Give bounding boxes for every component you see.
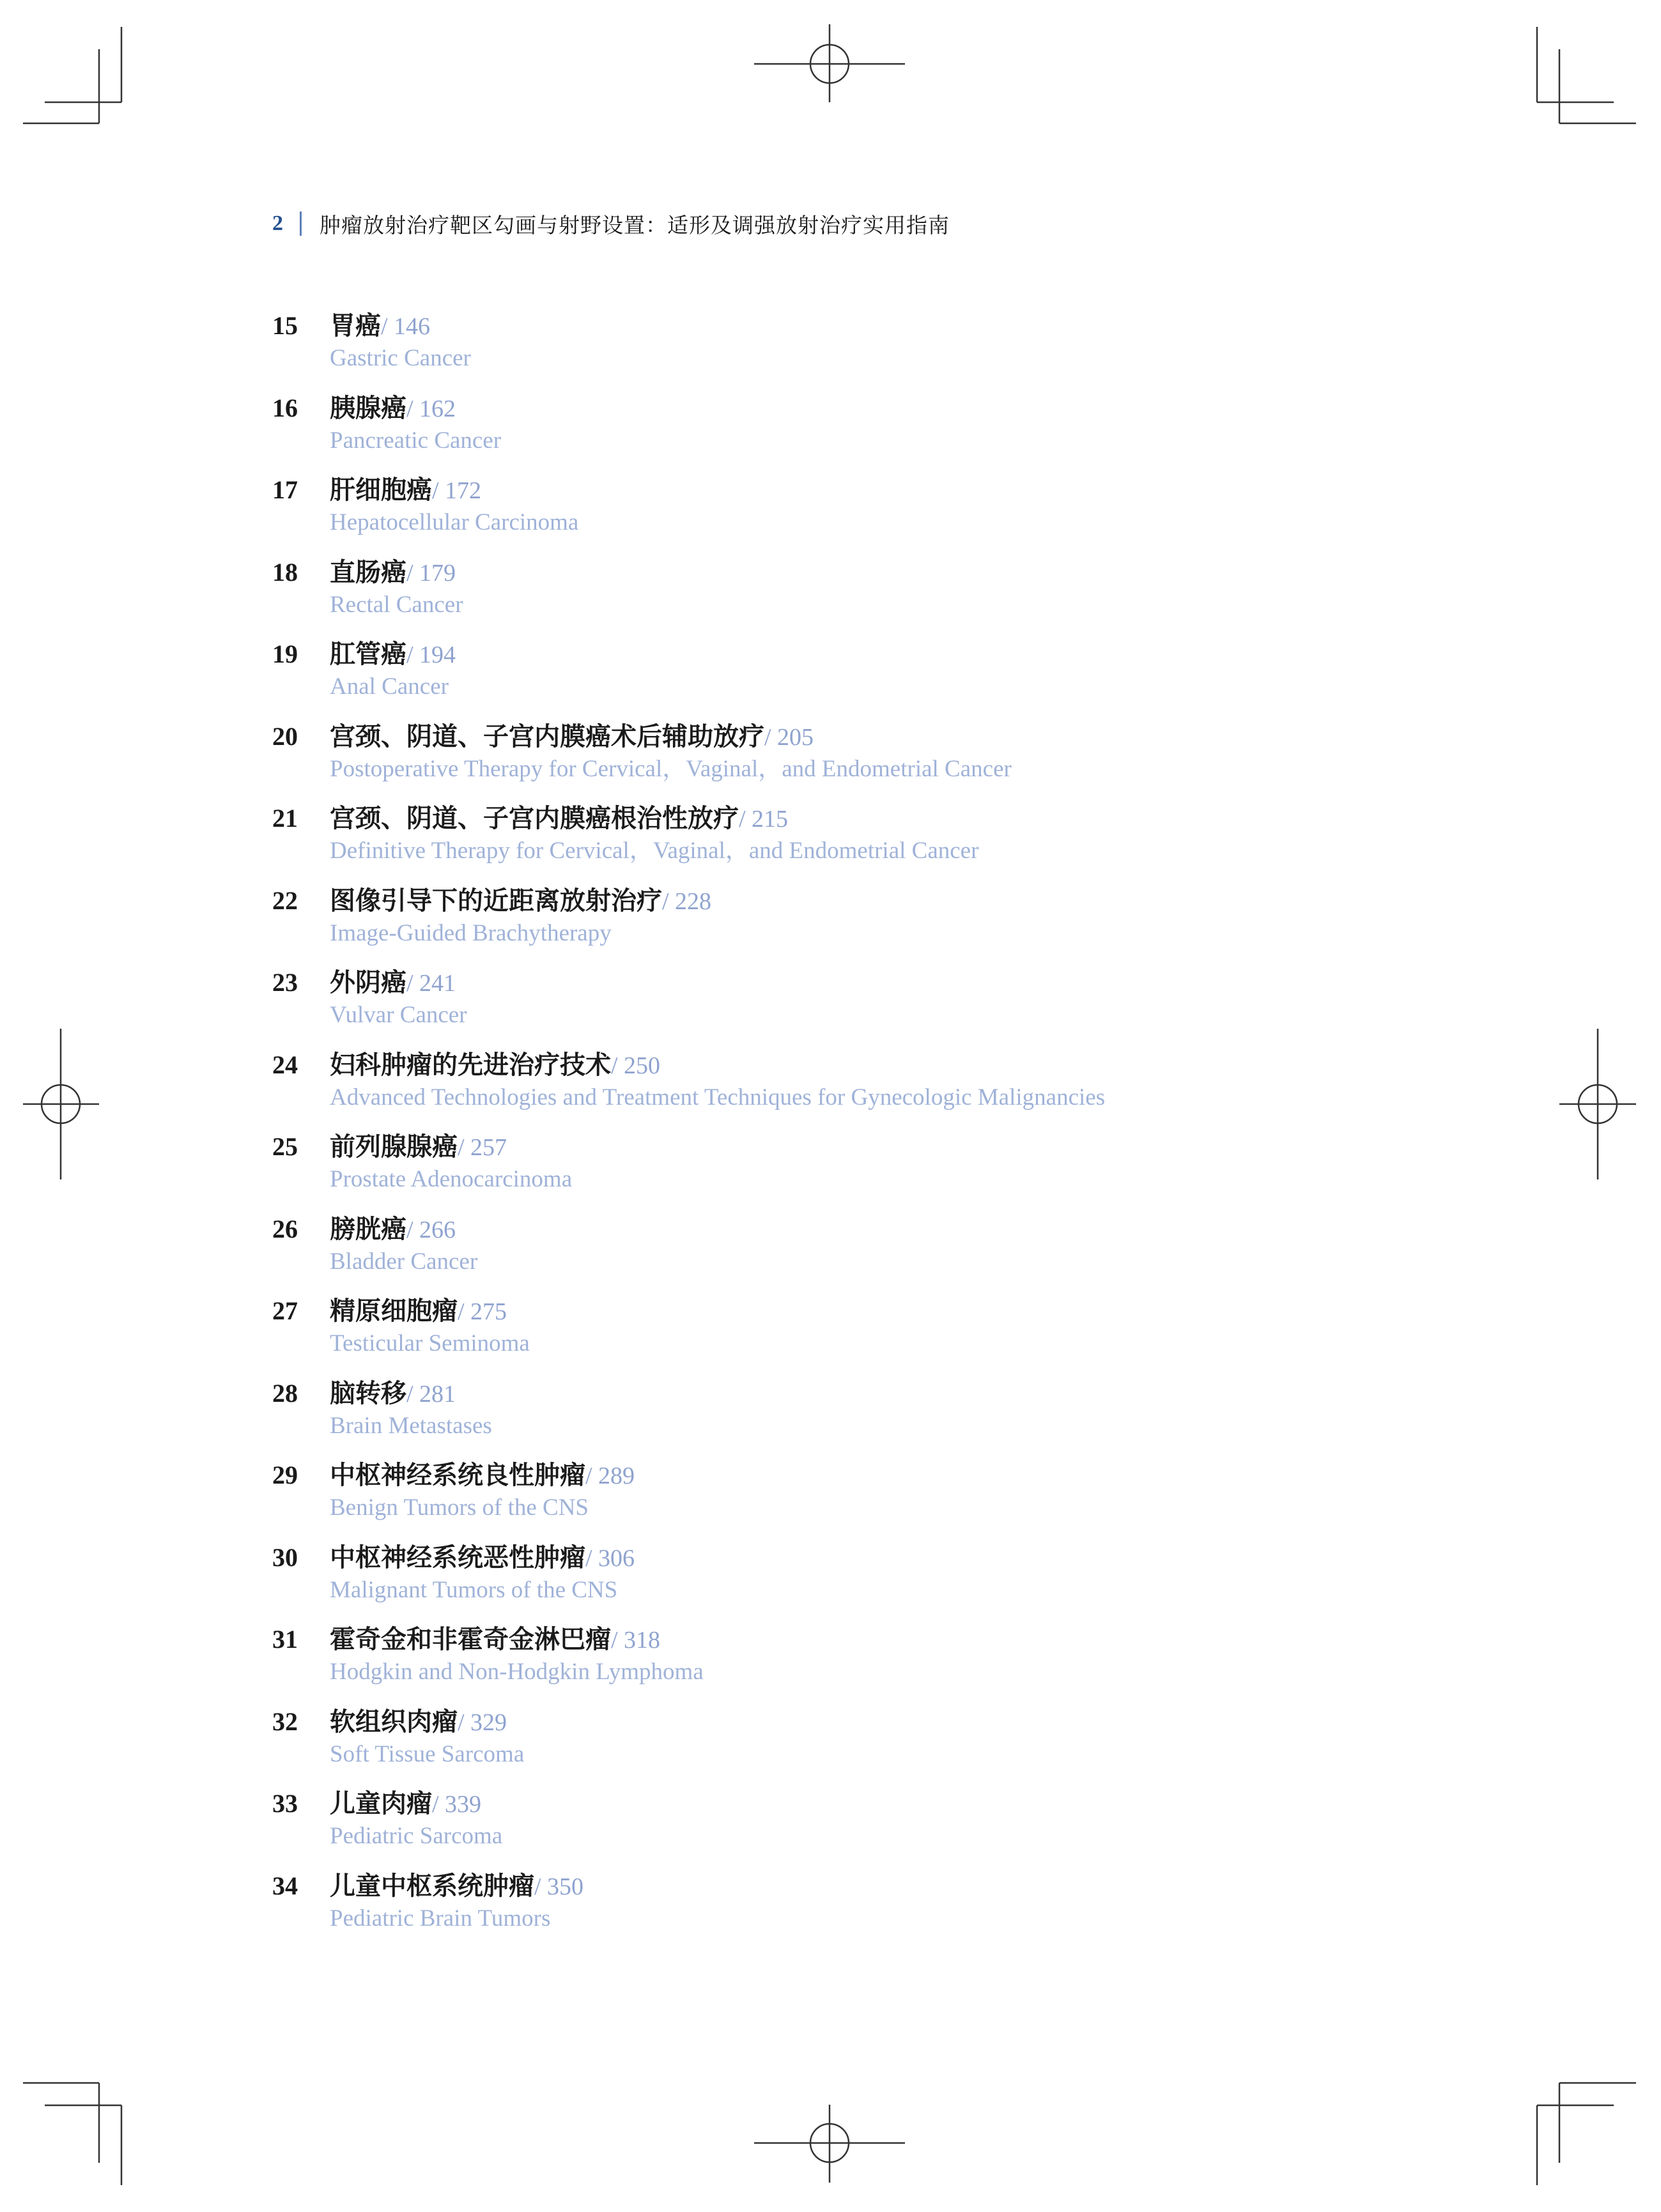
registration-mark-bottom <box>754 2105 905 2183</box>
toc-entry-24[interactable] <box>272 1046 1487 1128</box>
crop-mark-bottom-left <box>23 2083 121 2185</box>
registration-mark-left <box>23 1029 99 1179</box>
toc-entry-34[interactable] <box>272 1867 1487 1949</box>
chapter-page-ref: / 275 <box>458 1298 507 1325</box>
toc-entry-31[interactable] <box>272 1620 1487 1703</box>
chapter-title-cn: 软组织肉瘤 <box>330 1706 458 1737</box>
chapter-title-en: Definitive Therapy for Cervical，Vaginal，and Endometrial Cancer <box>330 838 979 864</box>
chapter-title <box>330 1214 456 1250</box>
chapter-number: 23 <box>272 968 298 997</box>
chapter-number: 21 <box>272 804 298 833</box>
chapter-title-en: Gastric Cancer <box>330 345 471 371</box>
chapter-title-en: Pediatric Sarcoma <box>330 1823 503 1849</box>
chapter-title <box>330 1050 660 1086</box>
chapter-page-ref: / 205 <box>764 723 814 751</box>
chapter-page-ref: / 350 <box>534 1873 584 1900</box>
toc-entry-32[interactable] <box>272 1703 1487 1785</box>
toc-entry-25[interactable] <box>272 1128 1487 1210</box>
chapter-number: 33 <box>272 1789 298 1818</box>
chapter-page-ref: / 266 <box>406 1216 456 1243</box>
chapter-page-ref: / 162 <box>406 395 456 422</box>
chapter-title-cn: 肝细胞癌 <box>330 475 432 505</box>
chapter-title-en: Hodgkin and Non-Hodgkin Lymphoma <box>330 1659 704 1685</box>
chapter-title-cn: 宫颈、阴道、子宫内膜癌根治性放疗 <box>330 803 739 833</box>
toc-entry-33[interactable] <box>272 1785 1487 1867</box>
crop-mark-top-left <box>23 27 121 123</box>
chapter-title-cn: 直肠癌 <box>330 557 406 587</box>
chapter-title-cn: 宫颈、阴道、子宫内膜癌术后辅助放疗 <box>330 721 764 751</box>
chapter-title-en: Malignant Tumors of the CNS <box>330 1576 618 1603</box>
chapter-page-ref: / 329 <box>458 1709 507 1736</box>
chapter-number: 24 <box>272 1050 298 1079</box>
chapter-title-en: Postoperative Therapy for Cervical，Vaginal，and Endometrial Cancer <box>330 755 1012 782</box>
chapter-title-en: Rectal Cancer <box>330 591 463 618</box>
registration-mark-right <box>1559 1029 1636 1179</box>
chapter-page-ref: / 146 <box>381 313 431 340</box>
toc-entry-17[interactable] <box>272 471 1487 553</box>
chapter-page-ref: / 339 <box>432 1791 482 1818</box>
chapter-title-cn: 妇科肿瘤的先进治疗技术 <box>330 1049 611 1080</box>
table-of-contents <box>272 307 1487 1949</box>
chapter-title-cn: 膀胱癌 <box>330 1213 406 1244</box>
header-divider <box>300 211 302 236</box>
chapter-number: 28 <box>272 1378 298 1408</box>
chapter-title-en: Pediatric Brain Tumors <box>330 1905 551 1932</box>
chapter-title <box>330 393 456 429</box>
chapter-title-en: Brain Metastases <box>330 1412 492 1439</box>
chapter-number: 27 <box>272 1296 298 1325</box>
chapter-number: 25 <box>272 1132 298 1161</box>
chapter-title-cn: 肛管癌 <box>330 639 406 669</box>
chapter-title <box>330 967 456 1003</box>
toc-entry-18[interactable] <box>272 553 1487 636</box>
running-title: 肿瘤放射治疗靶区勾画与射野设置：适形及调强放射治疗实用指南 <box>320 212 950 238</box>
chapter-number: 22 <box>272 886 298 915</box>
chapter-page-ref: / 215 <box>739 806 789 833</box>
chapter-title-en: Vulvar Cancer <box>330 1002 467 1028</box>
crop-mark-top-right <box>1537 27 1636 123</box>
chapter-title-cn: 图像引导下的近距离放射治疗 <box>330 885 662 916</box>
chapter-page-ref: / 306 <box>585 1544 635 1572</box>
crop-mark-bottom-right <box>1537 2083 1636 2185</box>
chapter-page-ref: / 281 <box>406 1380 456 1408</box>
chapter-title-cn: 儿童肉瘤 <box>330 1788 432 1818</box>
chapter-title-en: Anal Cancer <box>330 673 449 700</box>
chapter-title-cn: 外阴癌 <box>330 967 406 997</box>
chapter-number: 19 <box>272 640 298 668</box>
chapter-page-ref: / 228 <box>662 887 712 915</box>
chapter-title-cn: 前列腺腺癌 <box>330 1132 458 1162</box>
page-number: 2 <box>272 211 283 235</box>
chapter-number: 26 <box>272 1214 298 1243</box>
chapter-number: 29 <box>272 1461 298 1489</box>
chapter-title-en: Testicular Seminoma <box>330 1330 530 1356</box>
chapter-title-cn: 儿童中枢系统肿瘤 <box>330 1870 534 1901</box>
chapter-title-en: Prostate Adenocarcinoma <box>330 1166 573 1192</box>
toc-entry-15[interactable] <box>272 307 1487 389</box>
chapter-title <box>330 1542 635 1578</box>
running-header <box>272 206 950 242</box>
chapter-title <box>330 639 456 675</box>
toc-entry-21[interactable] <box>272 799 1487 882</box>
chapter-page-ref: / 318 <box>611 1627 661 1654</box>
chapter-page-ref: / 289 <box>585 1463 635 1489</box>
chapter-page-ref: / 194 <box>406 641 456 668</box>
chapter-page-ref: / 172 <box>432 477 482 504</box>
chapter-number: 15 <box>272 311 298 340</box>
chapter-number: 20 <box>272 721 298 751</box>
chapter-page-ref: / 241 <box>406 970 456 997</box>
chapter-title-cn: 脑转移 <box>330 1378 406 1408</box>
toc-entry-28[interactable] <box>272 1374 1487 1457</box>
chapter-title-cn: 中枢神经系统恶性肿瘤 <box>330 1542 585 1572</box>
chapter-title <box>330 1378 456 1414</box>
toc-entry-26[interactable] <box>272 1210 1487 1293</box>
toc-entry-23[interactable] <box>272 964 1487 1046</box>
chapter-title-cn: 精原细胞瘤 <box>330 1296 458 1326</box>
chapter-title <box>330 721 814 757</box>
chapter-page-ref: / 250 <box>611 1052 661 1079</box>
chapter-title <box>330 886 711 921</box>
chapter-title-en: Benign Tumors of the CNS <box>330 1494 589 1521</box>
chapter-title-en: Image-Guided Brachytherapy <box>330 919 612 946</box>
chapter-title-en: Soft Tissue Sarcoma <box>330 1740 525 1767</box>
chapter-page-ref: / 257 <box>458 1134 507 1161</box>
chapter-title-en: Hepatocellular Carcinoma <box>330 509 579 535</box>
chapter-title-en: Bladder Cancer <box>330 1248 478 1275</box>
toc-entry-19[interactable] <box>272 635 1487 718</box>
chapter-number: 30 <box>272 1542 298 1572</box>
chapter-title <box>330 803 788 839</box>
chapter-title-en: Pancreatic Cancer <box>330 427 502 454</box>
chapter-title <box>330 1788 481 1824</box>
toc-entry-27[interactable] <box>272 1292 1487 1374</box>
chapter-title <box>330 475 481 511</box>
chapter-title-cn: 霍奇金和非霍奇金淋巴瘤 <box>330 1624 611 1654</box>
chapter-title-cn: 中枢神经系统良性肿瘤 <box>330 1460 585 1490</box>
toc-entry-22[interactable] <box>272 882 1487 964</box>
chapter-title-cn: 胰腺癌 <box>330 392 406 423</box>
chapter-title <box>330 1707 507 1742</box>
chapter-title-cn: 胃癌 <box>330 311 381 341</box>
chapter-number: 17 <box>272 475 298 504</box>
chapter-number: 34 <box>272 1871 298 1900</box>
chapter-title <box>330 1132 507 1167</box>
chapter-title <box>330 1460 635 1496</box>
chapter-number: 16 <box>272 393 298 422</box>
chapter-title <box>330 311 430 346</box>
chapter-title <box>330 1624 660 1660</box>
toc-entry-30[interactable] <box>272 1539 1487 1621</box>
chapter-number: 32 <box>272 1707 298 1736</box>
registration-mark-top <box>754 24 905 102</box>
toc-entry-20[interactable] <box>272 718 1487 800</box>
chapter-number: 18 <box>272 557 298 587</box>
toc-entry-16[interactable] <box>272 389 1487 472</box>
chapter-title <box>330 1871 583 1907</box>
toc-entry-29[interactable] <box>272 1456 1487 1539</box>
chapter-number: 31 <box>272 1625 298 1654</box>
chapter-title-en: Advanced Technologies and Treatment Techniques for Gynecologic Malignancies <box>330 1084 1106 1110</box>
chapter-page-ref: / 179 <box>406 559 456 587</box>
chapter-title <box>330 1296 507 1332</box>
chapter-title <box>330 557 456 593</box>
